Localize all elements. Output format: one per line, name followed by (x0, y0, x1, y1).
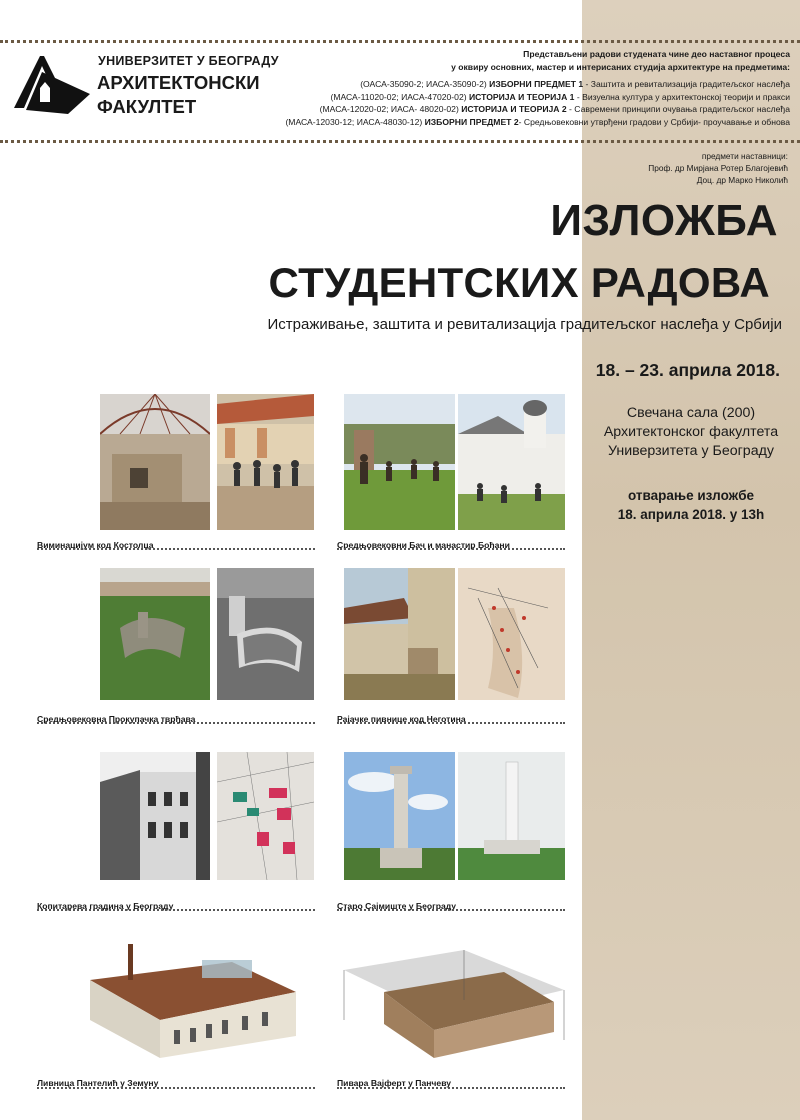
opening-datetime: 18. априла 2018. у 13h (617, 507, 765, 522)
teacher-name: Доц. др Марко Николић (696, 175, 788, 185)
venue-line: Универзитета у Београду (608, 443, 774, 459)
caption-pantelic: Ливница Пантелић у Земуну (37, 1078, 159, 1088)
caption-kopitareva: Копитарева градина у Београду (37, 901, 174, 911)
faculty-name-line2: ФАКУЛТЕТ (97, 96, 197, 117)
caption-rule (37, 722, 315, 724)
venue (582, 404, 800, 461)
exhibition-dates: 18. – 23. априла 2018. (595, 360, 780, 380)
course-line: (МАСА-12030-12; ИАСА-48030-12) ИЗБОРНИ ПРЕДМЕТ 2- Средњовековни утврђени градови у Србији- проучавање и обнова (285, 116, 790, 127)
photo-rajac-cellars (344, 568, 455, 700)
dotted-divider-top (0, 40, 800, 43)
caption-rule (337, 722, 565, 724)
title-line2: СТУДЕНТСКИХ РАДОВА (268, 259, 770, 306)
caption-sajmiste: Старо Сајмиште у Београду (337, 901, 457, 911)
photo-bodjani-monastery (458, 394, 565, 530)
opening-info (582, 486, 800, 524)
photo-kopitareva-street (100, 752, 210, 880)
render-pantelic-foundry (82, 940, 302, 1058)
caption-viminacium: Виминацијум код Костолца (37, 540, 154, 550)
caption-rule (337, 1087, 565, 1089)
venue-line: Архитектонског факултета (603, 424, 779, 440)
photo-sajmiste-model (458, 752, 565, 880)
photo-viminacium-visitors (217, 394, 314, 530)
caption-rule (37, 1087, 315, 1089)
photo-bac-fortress (344, 394, 455, 530)
title-line1: ИЗЛОЖБА (550, 196, 778, 245)
caption-rule (337, 548, 565, 550)
caption-rule (37, 548, 315, 550)
caption-rule (37, 909, 315, 911)
teachers (488, 150, 788, 186)
teachers-label: предмети наставници: (701, 151, 788, 161)
university-name: УНИВЕРЗИТЕТ У БЕОГРАДУ (98, 54, 279, 68)
photo-kopitareva-plan (217, 752, 314, 880)
subtitle: Истраживање, заштита и ревитализација градитељског наслеђа у Србији (267, 316, 782, 333)
photo-prokuplje-model (217, 568, 314, 700)
caption-weifert: Пивара Вајферт у Панчеву (337, 1078, 452, 1088)
intro-line1: Представљени радови студената чине део наставног процеса (523, 49, 790, 59)
photo-prokuplje-aerial (100, 568, 210, 700)
venue-line: Свечана сала (200) (626, 405, 756, 421)
faculty-logo (12, 52, 92, 114)
course-line: (МАСА-12020-02; ИАСА- 48020-02) ИСТОРИЈА И ТЕОРИЈА 2 - Савремени принципи очувања градитељског наслеђа (319, 104, 790, 114)
course-line: (МАСА-11020-02; ИАСА-47020-02) ИСТОРИЈА И ТЕОРИЈА 1 - Визуелна култура у архитектонској теорији и пракси (330, 91, 790, 102)
caption-bac-bodjani: Средњовековни Бач и манастир Бођани (337, 540, 510, 550)
opening-label: отварање изложбе (627, 488, 755, 503)
course-line: (ОАСА-35090-2; ИАСА-35090-2) ИЗБОРНИ ПРЕДМЕТ 1 - Заштита и ревитализација градитељског наслеђа (360, 79, 790, 89)
photo-rajac-map (458, 568, 565, 700)
caption-rule (337, 909, 565, 911)
dotted-divider-header (0, 140, 800, 143)
photo-viminacium-ruins (100, 394, 210, 530)
faculty-name-line1: АРХИТЕКТОНСКИ (97, 72, 260, 93)
intro-text (230, 48, 790, 128)
intro-line2: у оквиру основних, мастер и интерисаних студија архитектуре на предметима: (451, 61, 790, 72)
photo-sajmiste-tower (344, 752, 455, 880)
caption-rajac: Рајачке пивнице код Неготина (337, 714, 466, 724)
teacher-name: Проф. др Мирјана Ротер Благојевић (648, 163, 788, 173)
caption-prokuplje: Средњовековна Прокупачка тврђава (37, 714, 196, 724)
render-weifert-brewery (324, 940, 574, 1070)
